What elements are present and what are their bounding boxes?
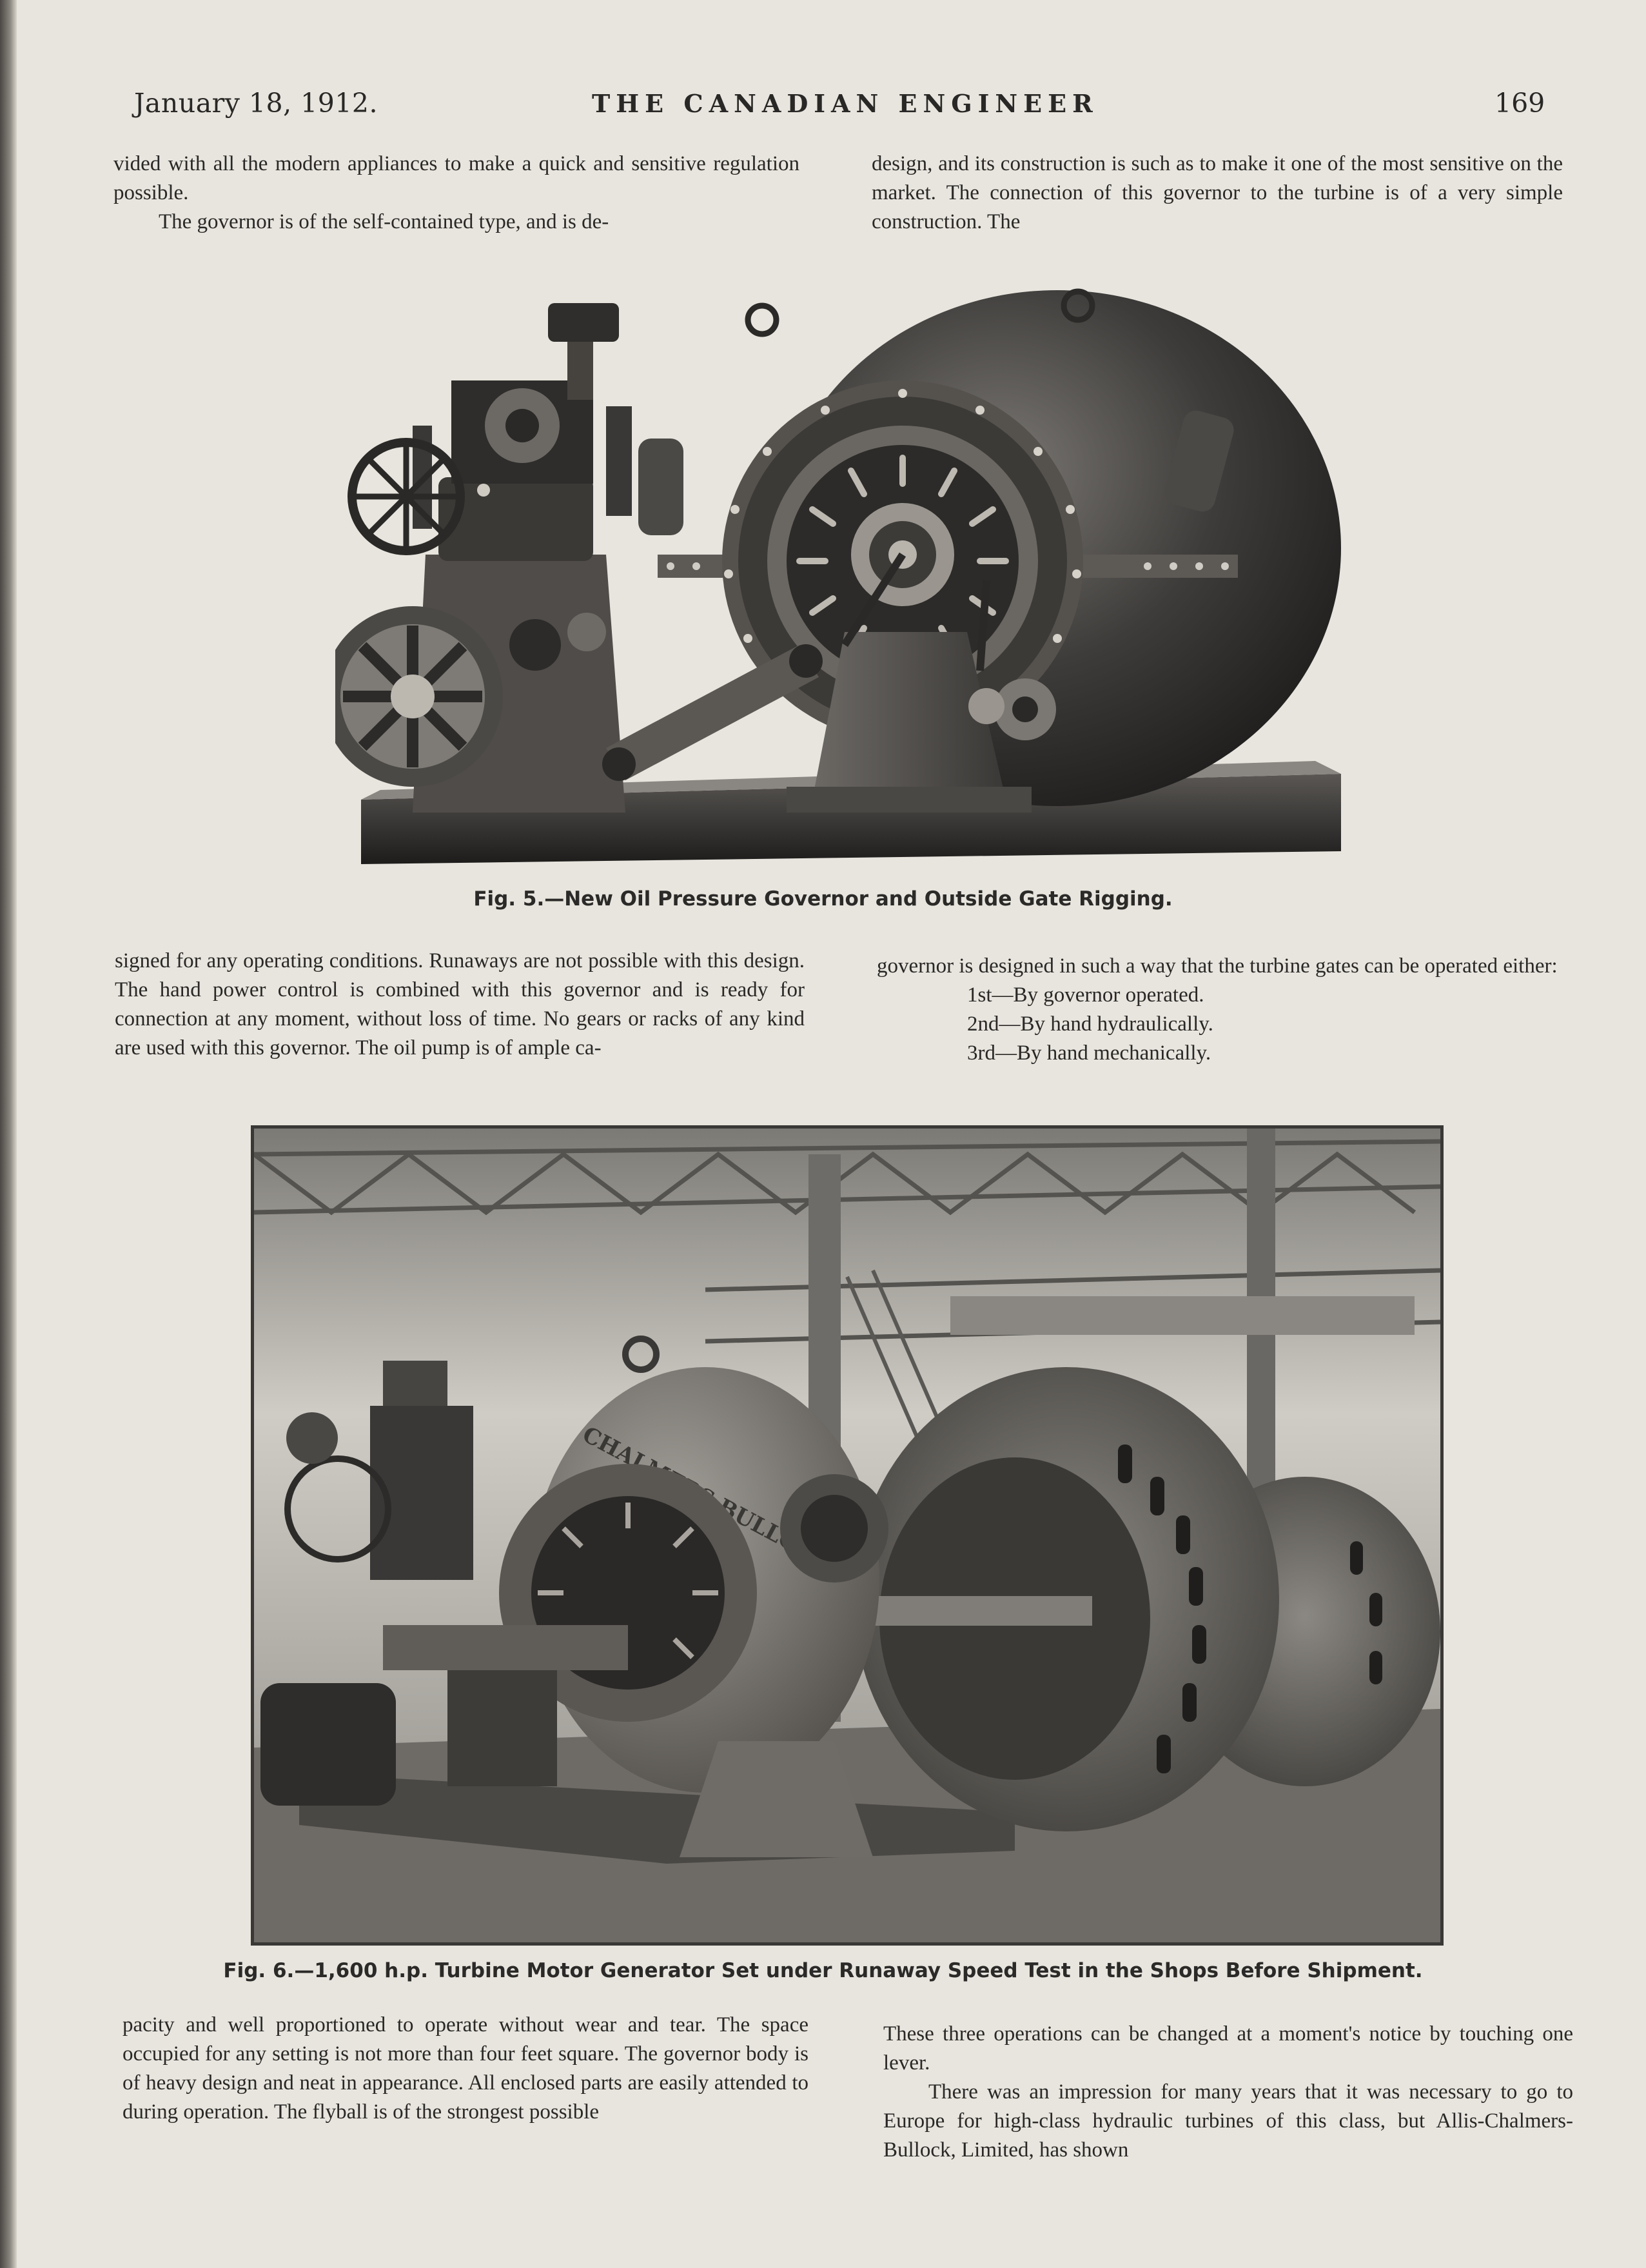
section3-right-column [883,2020,1573,2165]
figure-6-photograph [251,1125,1444,1946]
paragraph: governor is designed in such a way that the turbine gates can be operated either: [877,954,1558,978]
page-number: 169 [1494,88,1545,119]
section1-left-column [113,150,799,237]
section2-right-column [877,952,1567,1068]
figure-6-caption: Fig. 6.—1,600 h.p. Turbine Motor Generator Set under Runaway Speed Test in the Shops Before Shipment. [223,1959,1423,1982]
paragraph: The governor is of the self-contained type, and is de- [159,210,609,233]
turbine-casing-lettering: BULLOCK [713,1494,836,1575]
section2-left-column [115,947,805,1063]
paragraph: These three operations can be changed at a moment's notice by touching one lever. [883,2022,1573,2075]
running-head [0,88,1646,126]
journal-title: THE CANADIAN ENGINEER [592,89,1099,118]
paragraph: vided with all the modern appliances to make a quick and sensitive regulation possible. [113,152,799,204]
paragraph: There was an impression for many years that it was necessary to go to Europe for high-class hydraulic turbines of this class, but Allis-Chalmers-Bullock, Limited, has shown [883,2080,1573,2162]
list-item: 1st—By governor operated. [967,983,1204,1007]
issue-date: January 18, 1912. [134,88,378,119]
paragraph: pacity and well proportioned to operate without wear and tear. The space occupied for any setting is not more than four feet square. The governor body is of heavy design and neat in appearance. All enclosed parts are easily attended to during operation. The flyball is of the strongest possible [122,2013,808,2124]
figure-5-caption: Fig. 5.—New Oil Pressure Governor and Outside Gate Rigging. [473,887,1173,911]
section1-right-column [872,150,1563,237]
list-item: 3rd—By hand mechanically. [967,1041,1211,1065]
section3-left-column [122,2011,808,2127]
paragraph: design, and its construction is such as to make it one of the most sensitive on the market. The connection of this governor to the turbine is of a very simple construction. The [872,152,1563,233]
paragraph: signed for any operating conditions. Runaways are not possible with this design. The hand power control is combined with this governor and is ready for connection at any moment, without loss of time. No gears or racks of any kind are used with this governor. The oil pump is of ample ca- [115,949,805,1060]
figure-5-governor-illustration [335,284,1354,877]
list-item: 2nd—By hand hydraulically. [967,1012,1213,1036]
